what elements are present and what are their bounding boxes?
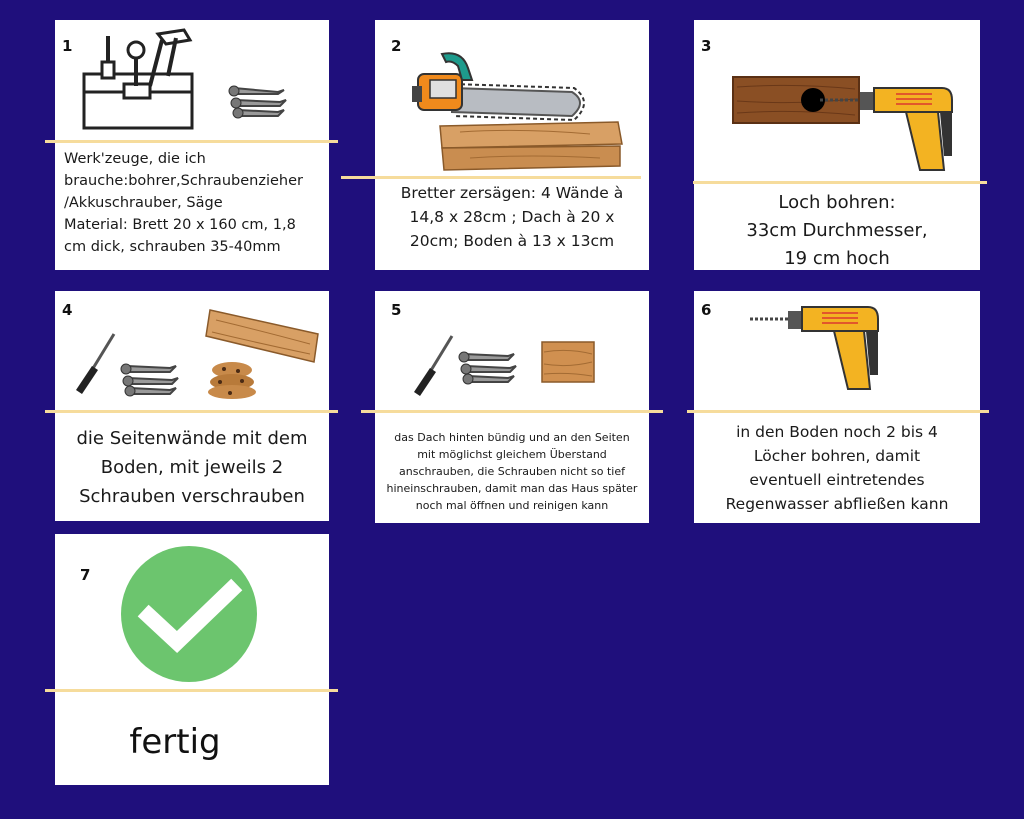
drill-icon	[820, 86, 956, 174]
step-number: 3	[701, 37, 712, 55]
divider-line	[687, 410, 989, 413]
screws-icon	[458, 348, 518, 384]
screwdriver-icon	[74, 332, 118, 396]
wood-plank-icon	[206, 306, 322, 366]
toolbox-icon	[80, 26, 198, 132]
step-text: das Dach hinten bündig und an den Seiten mit möglichst gleichem Überstand anschrauben, die Schrauben nicht so tief hineinschrauben, damit man das Haus später noch mal öffnen und reinigen kann	[386, 431, 638, 512]
checkmark-icon	[121, 546, 257, 682]
divider-line	[45, 410, 338, 413]
step-number: 2	[391, 37, 402, 55]
step-text: in den Boden noch 2 bis 4 Löcher bohren, damit eventuell eintretendes Regenwasser abfließen kann	[725, 423, 949, 513]
step-text: die Seitenwände mit dem Boden, mit jeweils 2 Schrauben verschrauben	[76, 428, 308, 507]
divider-line	[693, 181, 987, 184]
step-text: Loch bohren: 33cm Durchmesser, 19 cm hoch	[746, 192, 928, 269]
step-number: 6	[701, 301, 712, 319]
step-number: 4	[62, 301, 73, 319]
step-number: 5	[391, 301, 402, 319]
step-number: 7	[80, 566, 91, 584]
divider-line	[45, 140, 338, 143]
cookies-icon	[206, 360, 258, 400]
step-number: 1	[62, 37, 73, 55]
screws-icon	[228, 82, 288, 118]
divider-line	[45, 689, 338, 692]
screws-icon	[120, 360, 180, 396]
wood-plank-icon	[440, 118, 622, 170]
wood-block-icon	[542, 342, 594, 382]
step-text: Werk'zeuge, die ich brauche:bohrer,Schraubenzieher /Akkuschrauber, Säge Material: Brett 20 x 160 cm, 1,8 cm dick, schrauben 35-40mm	[64, 151, 303, 255]
divider-line	[361, 410, 663, 413]
step-text: fertig	[129, 722, 221, 762]
divider-line	[341, 176, 641, 179]
drill-icon	[750, 305, 882, 391]
step-text: Bretter zersägen: 4 Wände à 14,8 x 28cm ; Dach à 20 x 20cm; Boden à 13 x 13cm	[400, 184, 624, 250]
screwdriver-icon	[412, 334, 456, 398]
